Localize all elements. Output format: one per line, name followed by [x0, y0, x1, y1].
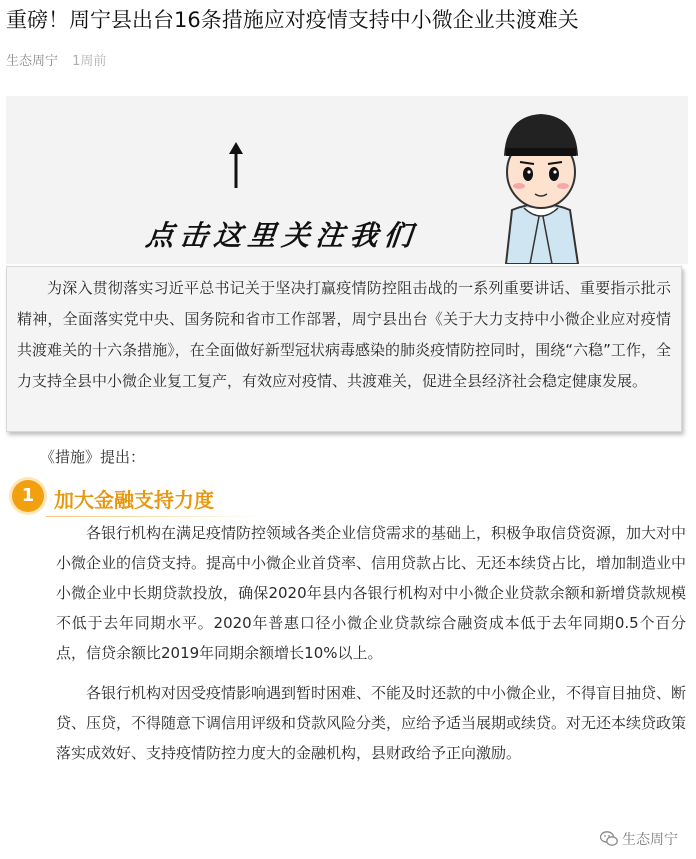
watermark	[600, 829, 678, 849]
section-title: 加大金融支持力度	[54, 488, 214, 512]
section-underline	[46, 516, 266, 517]
wechat-icon	[600, 831, 618, 847]
intro-box	[6, 266, 682, 432]
arrow-up-icon	[226, 142, 246, 192]
section-number-badge: 1	[12, 480, 44, 512]
section-header	[6, 478, 686, 518]
follow-text: 点击这里关注我们	[144, 219, 420, 252]
watermark-label: 生态周宁	[622, 832, 678, 848]
section-paragraph: 各银行机构对因受疫情影响遇到暂时困难、不能及时还款的中小微企业，不得盲目抽贷、断贷、压贷，不得随意下调信用评级和贷款风险分类，应给予适当展期或续贷。对无还本续贷政策落实成效好、支持疫情防控力度大的金融机构，县财政给予正向激励。	[56, 684, 687, 762]
cartoon-mascot-icon	[486, 106, 596, 264]
section-paragraph: 各银行机构在满足疫情防控领域各类企业信贷需求的基础上，积极争取信贷资源，加大对中小微企业的信贷支持。提高中小微企业首贷率、信用贷款占比、无还本续贷占比，增加制造业中小微企业中长期贷款投放，确保2020年县内各银行机构对中小微企业贷款余额和新增贷款规模不低于去年同期水平。2020年普惠口径小微企业贷款综合融资成本低于去年同期0.5个百分点，信贷余额比2019年同期余额增长10%以上。	[56, 524, 687, 662]
section-body	[56, 518, 686, 778]
measures-label: 《措施》提出：	[40, 448, 146, 466]
article-meta	[6, 50, 106, 69]
account-name[interactable]: 生态周宁	[6, 54, 59, 69]
intro-text: 为深入贯彻落实习近平总书记关于坚决打赢疫情防控阻击战的一系列重要讲话、重要指示批示精神，全面落实党中央、国务院和省市工作部署，周宁县出台《关于大力支持中小微企业应对疫情共渡难关的十六条措施》，在全面做好新型冠状病毒感染的肺炎疫情防控同时，围绕“六稳”工作，全力支持全县中小微企业复工复产，有效应对疫情、共渡难关，促进全县经济社会稳定健康发展。	[17, 279, 671, 390]
follow-banner[interactable]	[6, 96, 688, 264]
article-title: 重磅！周宁县出台16条措施应对疫情支持中小微企业共渡难关	[6, 8, 579, 32]
publish-time: 1周前	[72, 54, 107, 69]
